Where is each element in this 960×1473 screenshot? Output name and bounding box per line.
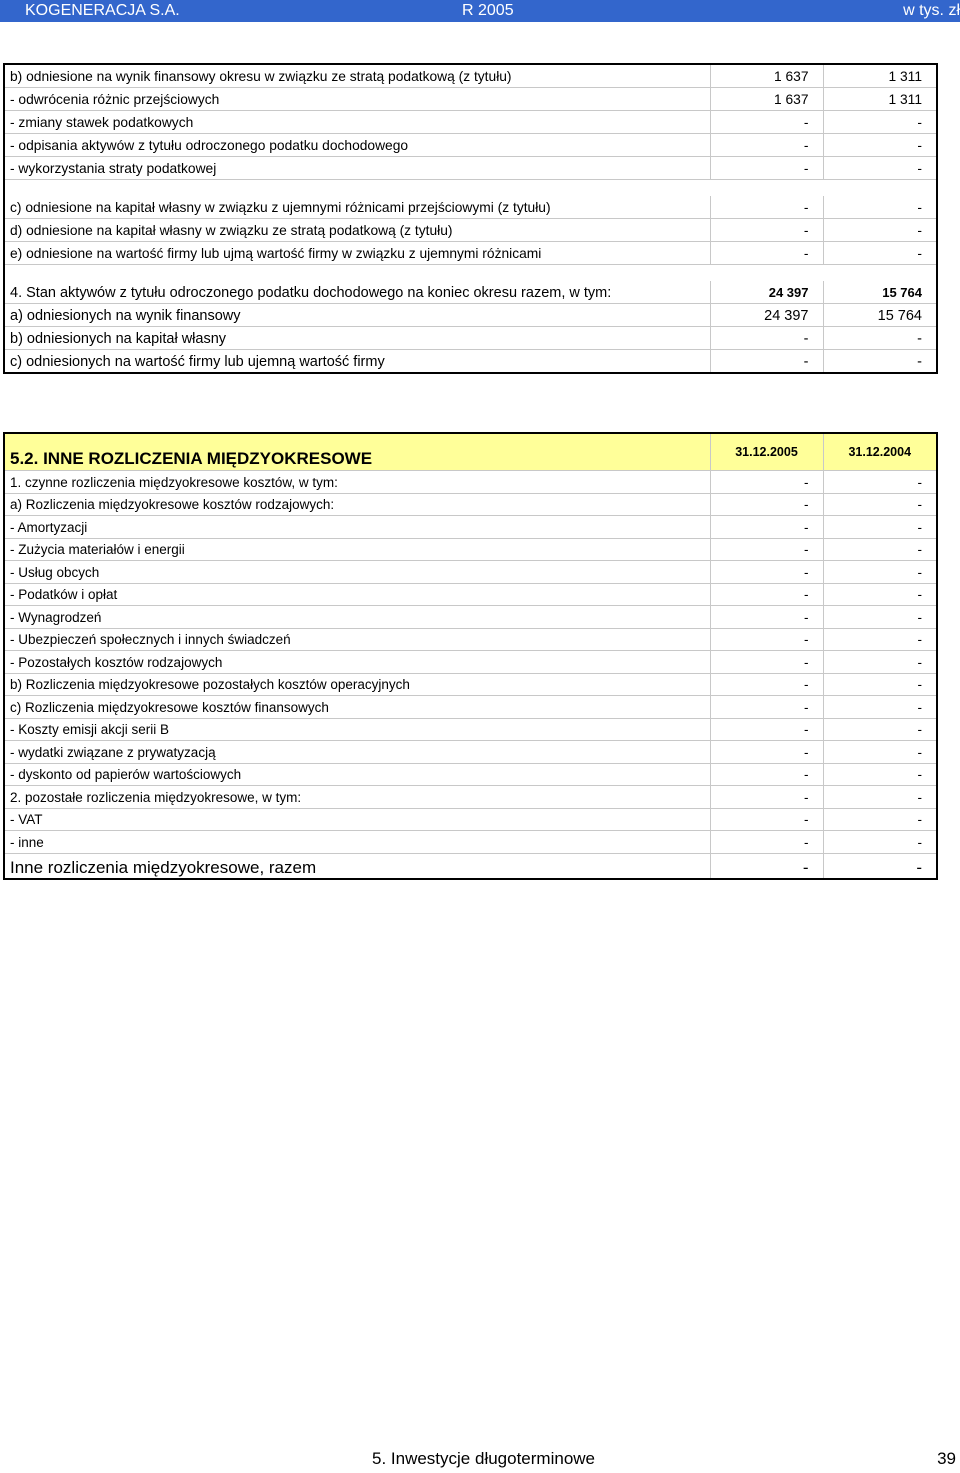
table-row: [4, 88, 937, 111]
row-label: d) odniesione na kapitał własny w związku ze stratą podatkową (z tytułu): [4, 219, 710, 242]
table-row: [4, 281, 937, 304]
value-2004: -: [823, 538, 937, 561]
value-2005: -: [710, 606, 823, 629]
row-label: - Koszty emisji akcji serii B: [4, 718, 710, 741]
value-2005: -: [710, 628, 823, 651]
value-2004: -: [823, 350, 937, 374]
value-2005: -: [710, 831, 823, 854]
row-label: - Ubezpieczeń społecznych i innych świadczeń: [4, 628, 710, 651]
value-2005: -: [710, 583, 823, 606]
page-number: 39: [937, 1449, 956, 1468]
row-label: - odpisania aktywów z tytułu odroczonego podatku dochodowego: [4, 134, 710, 157]
value-2004: -: [823, 196, 937, 219]
value-2005: -: [710, 493, 823, 516]
table-row: [4, 696, 937, 719]
value-2005: -: [710, 741, 823, 764]
value-2005: -: [710, 673, 823, 696]
value-2005: -: [710, 808, 823, 831]
value-2004: -: [823, 853, 937, 879]
unit-label: w tys. zł: [903, 2, 960, 19]
row-label: - Podatków i opłat: [4, 583, 710, 606]
value-2005: -: [710, 196, 823, 219]
row-label: b) odniesionych na kapitał własny: [4, 327, 710, 350]
row-label: - VAT: [4, 808, 710, 831]
row-label: - Wynagrodzeń: [4, 606, 710, 629]
value-2004: -: [823, 651, 937, 674]
value-2004: -: [823, 628, 937, 651]
row-label: 1. czynne rozliczenia międzyokresowe kosztów, w tym:: [4, 471, 710, 494]
row-label: c) odniesione na kapitał własny w związku z ujemnymi różnicami przejściowymi (z tytułu): [4, 196, 710, 219]
table-row: [4, 64, 937, 88]
value-2005: -: [710, 327, 823, 350]
row-label: - Amortyzacji: [4, 516, 710, 539]
section-title: 5.2. INNE ROZLICZENIA MIĘDZYOKRESOWE: [4, 433, 710, 471]
table-row: [4, 561, 937, 584]
table-row: [4, 157, 937, 180]
row-label: a) odniesionych na wynik finansowy: [4, 304, 710, 327]
value-2005: -: [710, 853, 823, 879]
row-label: a) Rozliczenia międzyokresowe kosztów rodzajowych:: [4, 493, 710, 516]
column-header-2004: 31.12.2004: [823, 433, 937, 471]
value-2004: -: [823, 471, 937, 494]
table-row: [4, 786, 937, 809]
table-row: [4, 606, 937, 629]
row-label: - odwrócenia różnic przejściowych: [4, 88, 710, 111]
table-row: [4, 808, 937, 831]
value-2004: 1 311: [823, 64, 937, 88]
value-2004: -: [823, 111, 937, 134]
value-2004: -: [823, 763, 937, 786]
table-header: [4, 433, 937, 471]
value-2005: -: [710, 516, 823, 539]
value-2005: -: [710, 763, 823, 786]
value-2005: -: [710, 538, 823, 561]
table-row: [4, 831, 937, 854]
value-2004: -: [823, 242, 937, 265]
table-row: [4, 196, 937, 219]
table-row: [4, 493, 937, 516]
value-2004: -: [823, 134, 937, 157]
row-label: c) Rozliczenia międzyokresowe kosztów finansowych: [4, 696, 710, 719]
value-2004: 15 764: [823, 281, 937, 304]
table-row: [4, 134, 937, 157]
row-label: 4. Stan aktywów z tytułu odroczonego podatku dochodowego na koniec okresu razem, w tym:: [4, 281, 710, 304]
table-row: [4, 583, 937, 606]
row-label: b) Rozliczenia międzyokresowe pozostałych kosztów operacyjnych: [4, 673, 710, 696]
value-2005: -: [710, 219, 823, 242]
table-row: [4, 763, 937, 786]
table-row: [4, 242, 937, 265]
row-label: Inne rozliczenia międzyokresowe, razem: [10, 857, 317, 877]
value-2005: -: [710, 696, 823, 719]
table-row: [4, 741, 937, 764]
value-2004: -: [823, 696, 937, 719]
row-label: - zmiany stawek podatkowych: [4, 111, 710, 134]
table-row: [4, 111, 937, 134]
row-label: - Zużycia materiałów i energii: [4, 538, 710, 561]
company-name: KOGENERACJA S.A.: [25, 2, 180, 19]
row-label: - inne: [4, 831, 710, 854]
table-row: [4, 718, 937, 741]
table-row: [4, 628, 937, 651]
row-label: e) odniesione na wartość firmy lub ujmą wartość firmy w związku z ujemnymi różnicami: [4, 242, 710, 265]
value-2005: -: [710, 786, 823, 809]
table-row: [4, 471, 937, 494]
value-2005: -: [710, 134, 823, 157]
table-row: [4, 327, 937, 350]
value-2005: -: [710, 350, 823, 374]
value-2004: -: [823, 718, 937, 741]
row-label: - Pozostałych kosztów rodzajowych: [4, 651, 710, 674]
value-2004: -: [823, 327, 937, 350]
row-label: - dyskonto od papierów wartościowych: [4, 763, 710, 786]
value-2004: 15 764: [823, 304, 937, 327]
value-2004: -: [823, 606, 937, 629]
total-row: [4, 853, 937, 879]
value-2005: -: [710, 561, 823, 584]
table-row: [4, 651, 937, 674]
row-label: - Usług obcych: [4, 561, 710, 584]
table-row: [4, 538, 937, 561]
row-label: b) odniesione na wynik finansowy okresu w związku ze stratą podatkową (z tytułu): [4, 64, 710, 88]
value-2005: -: [710, 111, 823, 134]
footer-section-title: 5. Inwestycje długoterminowe: [372, 1449, 596, 1468]
table-row: [4, 516, 937, 539]
value-2005: 1 637: [710, 88, 823, 111]
value-2004: -: [823, 741, 937, 764]
value-2004: -: [823, 583, 937, 606]
value-2005: -: [710, 651, 823, 674]
page-header: [0, 0, 960, 22]
value-2005: 1 637: [710, 64, 823, 88]
table-row: [4, 219, 937, 242]
value-2004: -: [823, 831, 937, 854]
value-2004: -: [823, 157, 937, 180]
value-2005: 24 397: [710, 304, 823, 327]
value-2004: -: [823, 786, 937, 809]
accruals-table: [3, 432, 938, 880]
spacer-row: [4, 180, 937, 197]
value-2005: -: [710, 718, 823, 741]
value-2004: -: [823, 561, 937, 584]
value-2004: -: [823, 493, 937, 516]
value-2005: -: [710, 157, 823, 180]
row-label: 2. pozostałe rozliczenia międzyokresowe, w tym:: [4, 786, 710, 809]
value-2005: -: [710, 242, 823, 265]
row-label: - wydatki związane z prywatyzacją: [4, 741, 710, 764]
value-2004: -: [823, 516, 937, 539]
table-row: [4, 350, 937, 374]
value-2004: 1 311: [823, 88, 937, 111]
value-2004: -: [823, 219, 937, 242]
report-code: R 2005: [462, 2, 514, 19]
column-header-2005: 31.12.2005: [710, 433, 823, 471]
spacer-row: [4, 265, 937, 282]
value-2004: -: [823, 673, 937, 696]
value-2005: -: [710, 471, 823, 494]
value-2004: -: [823, 808, 937, 831]
table-row: [4, 673, 937, 696]
table-row: [4, 304, 937, 327]
deferred-tax-assets-table: [3, 63, 938, 374]
row-label: - wykorzystania straty podatkowej: [4, 157, 710, 180]
row-label: c) odniesionych na wartość firmy lub ujemną wartość firmy: [10, 354, 385, 370]
value-2005: 24 397: [710, 281, 823, 304]
